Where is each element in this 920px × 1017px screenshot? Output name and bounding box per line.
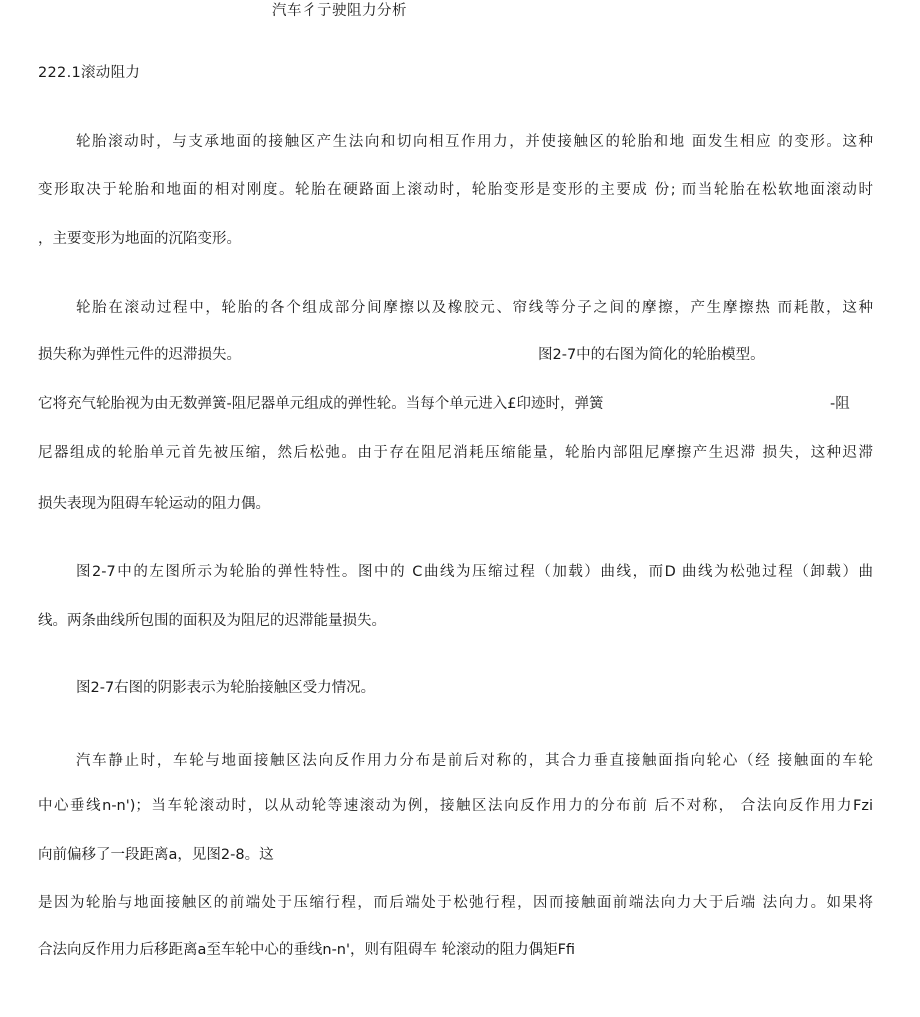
para2-line3-left: 它将充气轮胎视为由无数弹簧-阻尼器单元组成的弹性轮。当每个单元进入£印迹时，弹簧	[38, 396, 604, 412]
para5-line4: 是因为轮胎与地面接触区的前端处于压缩行程，而后端处于松弛行程，因而接触面前端法向力大于后端 法向力。如果将	[38, 895, 873, 911]
para5-line2: 中心垂线n-n')；当车轮滚动时，以从动轮等速滚动为例，接触区法向反作用力的分布前 后不对称， 合法向反作用力Fzi	[38, 798, 873, 814]
para5-line1: 汽车静止时，车轮与地面接触区法向反作用力分布是前后对称的，其合力垂直接触面指向轮心（经 接触面的车轮	[76, 753, 873, 769]
para2-line3-right: -阻	[830, 396, 850, 412]
section-heading: 222.1滚动阻力	[38, 65, 141, 81]
para2-line4: 尼器组成的轮胎单元首先被压缩，然后松弛。由于存在阻尼消耗压缩能量，轮胎内部阻尼摩擦产生迟滞 损失，这种迟滞	[38, 445, 873, 461]
para2-line2-right: 图2-7中的右图为简化的轮胎模型。	[538, 347, 765, 363]
para2-line5: 损失表现为阻碍车轮运动的阻力偶。	[38, 496, 270, 512]
para2-line1: 轮胎在滚动过程中，轮胎的各个组成部分间摩擦以及橡胶元、帘线等分子之间的摩擦，产生摩擦热 而耗散，这种	[76, 300, 873, 316]
para1-line3: ，主要变形为地面的沉陷变形。	[38, 231, 241, 247]
para3-line1: 图2-7中的左图所示为轮胎的弹性特性。图中的 C曲线为压缩过程（加载）曲线，而D 曲线为松弛过程（卸载）曲	[76, 564, 873, 580]
para2-line2-left: 损失称为弹性元件的迟滞损失。	[38, 347, 241, 363]
para3-line2: 线。两条曲线所包围的面积及为阻尼的迟滞能量损失。	[38, 613, 386, 629]
para1-line1: 轮胎滚动时，与支承地面的接触区产生法向和切向相互作用力，并使接触区的轮胎和地 面发生相应 的变形。这种	[76, 134, 873, 150]
para5-line5: 合法向反作用力后移距离a至车轮中心的垂线n-n'，则有阻碍车 轮滚动的阻力偶矩Ffi	[38, 942, 576, 958]
document-title: 汽车彳亍驶阻力分析	[272, 3, 407, 19]
para1-line2: 变形取决于轮胎和地面的相对刚度。轮胎在硬路面上滚动时，轮胎变形是变形的主要成 份; 而当轮胎在松软地面滚动时	[38, 182, 873, 198]
para5-line3: 向前偏移了一段距离a，见图2-8。这	[38, 847, 274, 863]
para4-line1: 图2-7右图的阴影表示为轮胎接触区受力情况。	[76, 680, 376, 696]
